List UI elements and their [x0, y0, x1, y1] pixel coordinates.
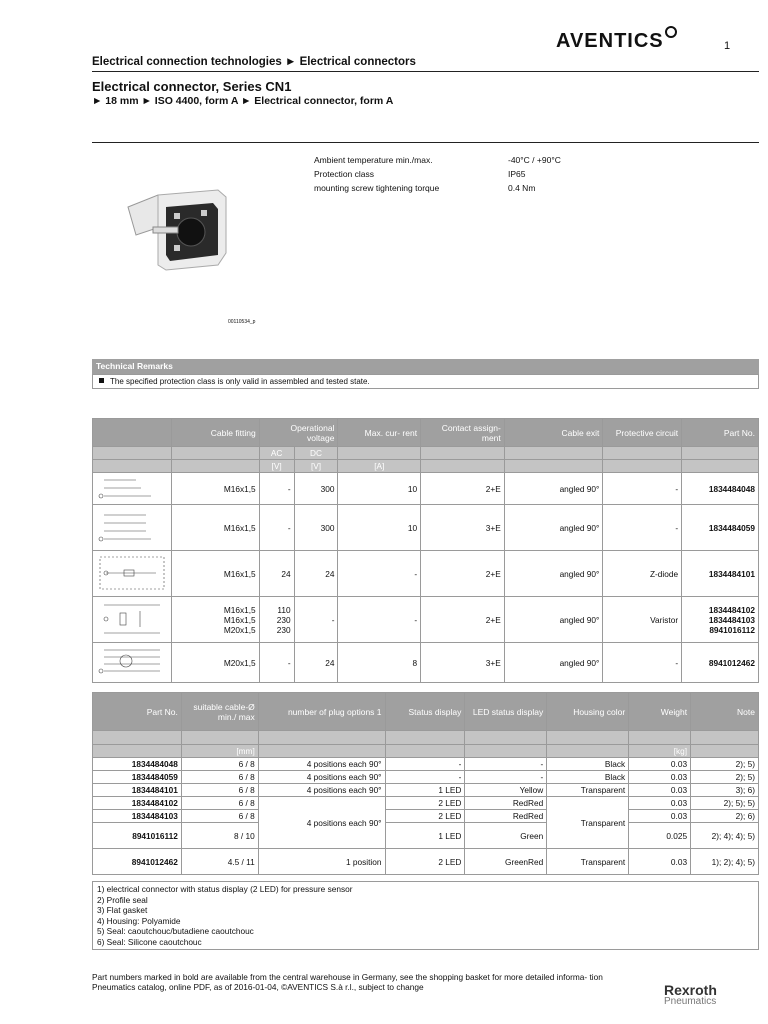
rexroth-logo: Rexroth [664, 982, 717, 998]
cell-led: - [465, 771, 547, 784]
cell-diameter: 8 / 10 [181, 823, 258, 849]
cell-color: Transparent [547, 849, 629, 875]
cell-fitting: M20x1,5 [172, 643, 260, 683]
col-housing-color: Housing color [547, 693, 629, 731]
cell-exit: angled 90° [504, 551, 603, 597]
cell-note: 3); 6) [691, 784, 759, 797]
aventics-logo: AVENTICS [556, 30, 677, 53]
wiring-diagram [93, 473, 172, 505]
cell-weight: 0.03 [629, 758, 691, 771]
page-number: 1 [724, 40, 731, 52]
remarks-title: Technical Remarks [92, 359, 759, 374]
table-row [93, 771, 759, 784]
unit-a: [A] [338, 460, 421, 473]
cell-diameter: 6 / 8 [181, 784, 258, 797]
sub-dc: DC [294, 447, 338, 460]
cell-part-no: 8941012462 [682, 643, 759, 683]
cell-status: 2 LED [385, 810, 465, 823]
wiring-diagram [93, 505, 172, 551]
footnote: 4) Housing: Polyamide [97, 915, 181, 926]
table-row [93, 597, 759, 643]
cell-note: 2); 6) [691, 810, 759, 823]
cell-part-no: 8941012462 [93, 849, 182, 875]
cell-weight: 0.025 [629, 823, 691, 849]
table-row [93, 505, 759, 551]
cell-exit: angled 90° [504, 597, 603, 643]
table-row [93, 784, 759, 797]
spec-row [314, 155, 561, 169]
cell-current: - [338, 551, 421, 597]
cell-circuit: Z-diode [603, 551, 682, 597]
cell-ac: - [259, 643, 294, 683]
cell-exit: angled 90° [504, 643, 603, 683]
remarks-body [92, 374, 759, 389]
details-table [92, 692, 759, 875]
page-title: Electrical connector, Series CN1 [92, 79, 292, 94]
footnote: 1) electrical connector with status display (2 LED) for pressure sensor [97, 884, 353, 894]
cell-part-no: 1834484101 [682, 551, 759, 597]
wiring-diagram [93, 597, 172, 643]
table-row [93, 797, 759, 810]
spec-list [314, 155, 561, 197]
spec-value: IP65 [508, 169, 526, 179]
cell-note: 2); 5) [691, 771, 759, 784]
cell-current: - [338, 597, 421, 643]
spec-label: Ambient temperature min./max. [314, 155, 433, 165]
cell-dc: 300 [294, 505, 338, 551]
cell-part-no: 8941016112 [709, 624, 755, 635]
cell-ac: 230 [276, 624, 291, 635]
table-row [93, 823, 759, 849]
cell-fitting: M16x1,5 [223, 604, 256, 615]
cell-dc: 300 [294, 473, 338, 505]
table-row [93, 473, 759, 505]
col-status-display: Status display [385, 693, 465, 731]
cell-note: 1); 2); 4); 5) [691, 849, 759, 875]
cell-fitting-group [172, 597, 260, 643]
col-contact-assignment: Contact assign- ment [421, 419, 505, 447]
unit-kg: [kg] [629, 745, 691, 758]
table-row [93, 643, 759, 683]
cell-diameter: 4.5 / 11 [181, 849, 258, 875]
cell-led: Yellow [465, 784, 547, 797]
wiring-diagram [93, 551, 172, 597]
cell-fitting: M16x1,5 [172, 473, 260, 505]
sub-ac: AC [259, 447, 294, 460]
cell-fitting: M16x1,5 [172, 505, 260, 551]
col-protective-circuit: Protective circuit [603, 419, 682, 447]
cell-color: Black [547, 771, 629, 784]
cell-part-no: 1834484103 [93, 810, 182, 823]
connector-table [92, 418, 759, 683]
page-subtitle: ► 18 mm ► ISO 4400, form A ► Electrical connector, form A [92, 95, 394, 107]
logo-ring-icon [665, 26, 677, 38]
cell-weight: 0.03 [629, 784, 691, 797]
unit-v: [V] [259, 460, 294, 473]
col-part-no: Part No. [682, 419, 759, 447]
cell-part-group [682, 597, 759, 643]
footnote: 5) Seal: caoutchouc/butadiene caoutchouc [97, 926, 254, 936]
cell-status: - [385, 758, 465, 771]
cell-led: GreenRed [465, 849, 547, 875]
cell-diameter: 6 / 8 [181, 758, 258, 771]
cell-ac: 230 [276, 614, 291, 625]
cell-current: 10 [338, 505, 421, 551]
cell-weight: 0.03 [629, 797, 691, 810]
col-operational-voltage: Operational voltage [259, 419, 338, 447]
cell-note: 2); 5); 5) [691, 797, 759, 810]
cell-plug: 4 positions each 90° [258, 797, 385, 849]
footnotes [92, 881, 759, 950]
cell-color: Black [547, 758, 629, 771]
cell-dc: - [294, 597, 338, 643]
cell-weight: 0.03 [629, 810, 691, 823]
footer [92, 972, 640, 992]
table-row [93, 758, 759, 771]
cell-ac: 24 [259, 551, 294, 597]
cell-circuit: - [603, 505, 682, 551]
cell-part-no: 8941016112 [93, 823, 182, 849]
cell-circuit: - [603, 473, 682, 505]
cell-weight: 0.03 [629, 849, 691, 875]
cell-ac: - [259, 505, 294, 551]
footnote: 6) Seal: Silicone caoutchouc [97, 936, 202, 947]
table-row [93, 810, 759, 823]
col-cable-exit: Cable exit [504, 419, 603, 447]
divider [92, 71, 759, 72]
cell-ac: - [259, 473, 294, 505]
spec-row [314, 183, 561, 197]
cell-part-no: 1834484103 [708, 614, 755, 625]
table-row [93, 849, 759, 875]
col-note: Note [691, 693, 759, 731]
cell-ac: 110 [277, 604, 291, 615]
unit-mm: [mm] [181, 745, 258, 758]
cell-part-no: 1834484048 [93, 758, 182, 771]
col-max-current: Max. cur- rent [338, 419, 421, 447]
cell-led: RedRed [465, 810, 547, 823]
cell-note: 2); 4); 4); 5) [691, 823, 759, 849]
cell-contact: 2+E [421, 473, 505, 505]
cell-status: 1 LED [385, 823, 465, 849]
cell-part-no: 1834484059 [682, 505, 759, 551]
cell-part-no: 1834484102 [93, 797, 182, 810]
cell-weight: 0.03 [629, 771, 691, 784]
breadcrumb: Electrical connection technologies ► Electrical connectors [92, 56, 416, 68]
cell-fitting: M16x1,5 [223, 614, 256, 625]
cell-fitting: M20x1,5 [223, 624, 256, 635]
spec-value: 0.4 Nm [508, 183, 536, 193]
cell-part-no: 1834484101 [93, 784, 182, 797]
cell-ac-group [259, 597, 294, 643]
cell-current: 10 [338, 473, 421, 505]
cell-status: - [385, 771, 465, 784]
bullet-icon [99, 378, 104, 383]
footer-note: Part numbers marked in bold are available from the central warehouse in Germany, see the shopping basket for more detailed informa- tion [92, 972, 603, 982]
footer-copyright: Pneumatics catalog, online PDF, as of 2016-01-04, ©AVENTICS S.à r.l., subject to change [92, 982, 424, 992]
cell-contact: 2+E [421, 597, 505, 643]
footnote: 3) Flat gasket [97, 905, 148, 915]
cell-led: Green [465, 823, 547, 849]
rexroth-subtitle: Pneumatics [664, 996, 717, 1007]
col-part-no: Part No. [93, 693, 182, 731]
footnote: 2) Profile seal [97, 894, 148, 905]
col-plug-options: number of plug options 1 [258, 693, 385, 731]
cell-exit: angled 90° [504, 505, 603, 551]
cell-led: RedRed [465, 797, 547, 810]
image-code: 00110534_p [228, 319, 256, 325]
cell-contact: 3+E [421, 643, 505, 683]
cell-contact: 3+E [421, 505, 505, 551]
col-cable-fitting: Cable fitting [172, 419, 260, 447]
cell-plug: 4 positions each 90° [258, 784, 385, 797]
cell-plug: 4 positions each 90° [258, 771, 385, 784]
cell-led: - [465, 758, 547, 771]
spec-label: mounting screw tightening torque [314, 183, 440, 193]
cell-status: 2 LED [385, 849, 465, 875]
unit-v: [V] [294, 460, 338, 473]
table-row [93, 551, 759, 597]
spec-value: -40°C / +90°C [508, 155, 561, 165]
cell-color: Transparent [547, 784, 629, 797]
cell-part-no: 1834484102 [708, 604, 755, 615]
cell-status: 2 LED [385, 797, 465, 810]
cell-plug: 4 positions each 90° [258, 758, 385, 771]
cell-color: Transparent [547, 797, 629, 849]
cell-part-no: 1834484059 [93, 771, 182, 784]
cell-note: 2); 5) [691, 758, 759, 771]
cell-circuit: Varistor [603, 597, 682, 643]
cell-diameter: 6 / 8 [181, 810, 258, 823]
remarks-text: The specified protection class is only valid in assembled and tested state. [110, 377, 370, 386]
cell-exit: angled 90° [504, 473, 603, 505]
cell-part-no: 1834484048 [682, 473, 759, 505]
cell-dc: 24 [294, 643, 338, 683]
cell-contact: 2+E [421, 551, 505, 597]
cell-current: 8 [338, 643, 421, 683]
spec-row [314, 169, 561, 183]
col-led-status: LED status display [465, 693, 547, 731]
cell-plug: 1 position [258, 849, 385, 875]
cell-diameter: 6 / 8 [181, 797, 258, 810]
spec-label: Protection class [314, 169, 374, 179]
technical-remarks [92, 359, 759, 389]
divider [92, 142, 759, 143]
connector-product-image [118, 185, 233, 285]
cell-fitting: M16x1,5 [172, 551, 260, 597]
cell-status: 1 LED [385, 784, 465, 797]
cell-diameter: 6 / 8 [181, 771, 258, 784]
cell-dc: 24 [294, 551, 338, 597]
wiring-diagram [93, 643, 172, 683]
col-cable-diameter: suitable cable-Ø min./ max [181, 693, 258, 731]
cell-circuit: - [603, 643, 682, 683]
col-weight: Weight [629, 693, 691, 731]
